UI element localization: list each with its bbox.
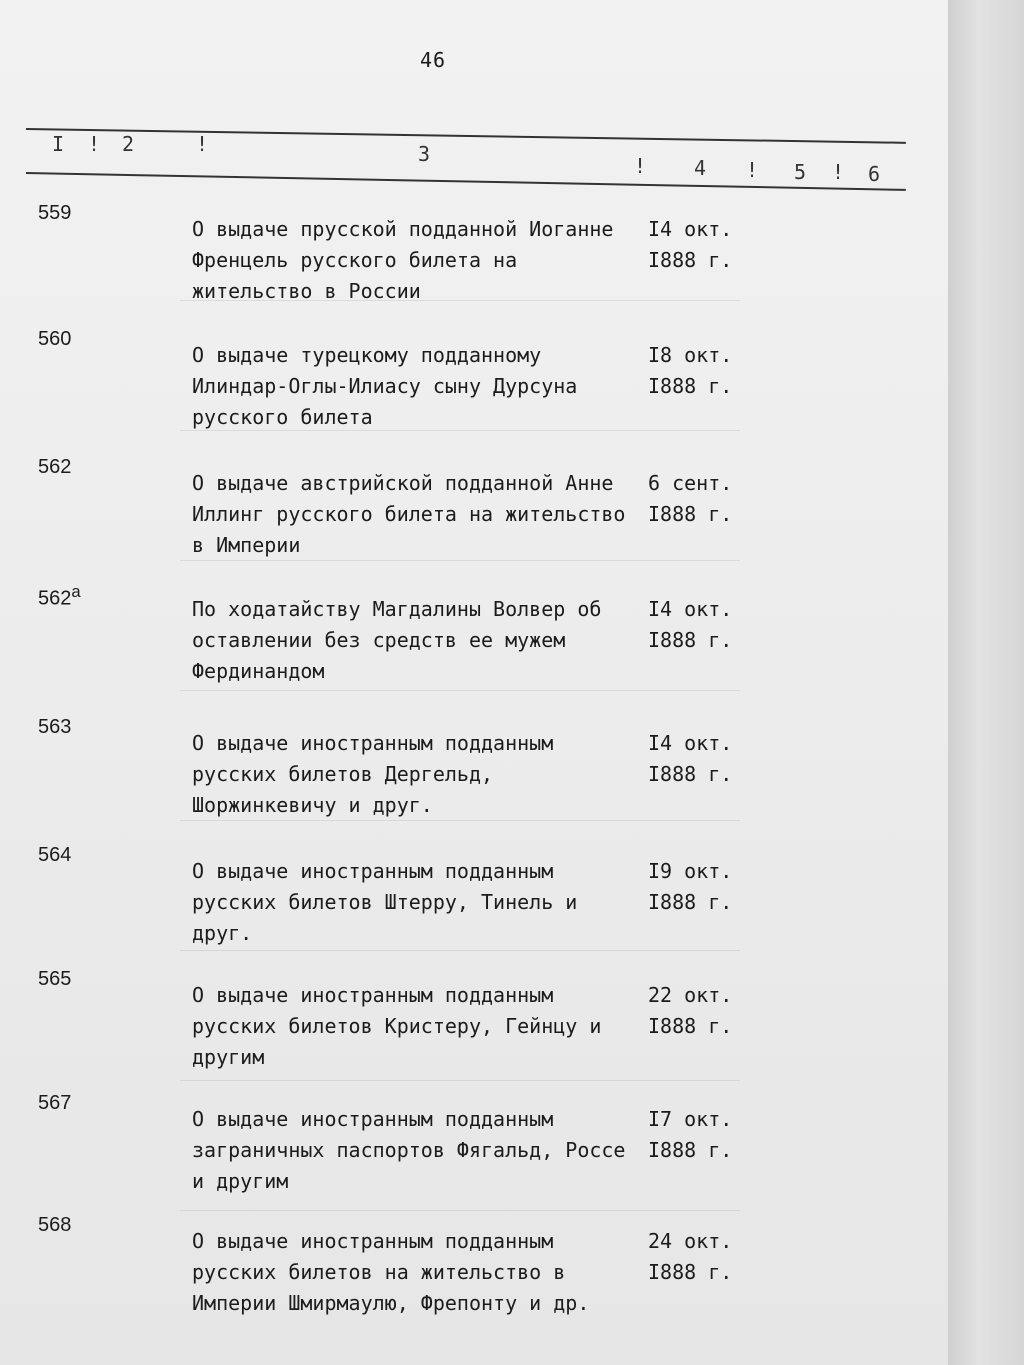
entry-date: I8 окт. I888 г. bbox=[648, 343, 733, 398]
col-separator: ! bbox=[832, 160, 845, 184]
entry-number-superscript: а bbox=[71, 582, 81, 601]
entry-title: О выдаче иностранным подданным русских билетов на жительство в Империи Шмирмаулю, Фрепонту и др. bbox=[192, 1229, 590, 1315]
entry-date: 6 сент. I888 г. bbox=[648, 471, 733, 526]
entry-date: I9 окт. I888 г. bbox=[648, 859, 733, 914]
entry-date: 22 окт. I888 г. bbox=[648, 983, 733, 1038]
adjacent-page-edge bbox=[948, 0, 1024, 1365]
col-separator: ! bbox=[196, 132, 209, 156]
entry-number: 568 bbox=[38, 1214, 72, 1236]
entry-title: По ходатайству Магдалины Волвер об оставлении без средств ее мужем Фердинандом bbox=[192, 597, 602, 683]
entry-number: 559 bbox=[38, 202, 72, 224]
entry-title: О выдаче турецкому подданному Илиндар-Оглы-Илиасу сыну Дурсуна русского билета bbox=[192, 343, 578, 429]
entry-title: О выдаче иностранным подданным русских билетов Штерру, Тинель и друг. bbox=[192, 859, 578, 945]
col-header-2: 2 bbox=[122, 132, 135, 156]
list-item bbox=[0, 716, 948, 826]
col-header-3: 3 bbox=[418, 142, 431, 166]
list-item bbox=[0, 582, 948, 692]
page-number: 46 bbox=[420, 48, 447, 72]
entry-number: 565 bbox=[38, 968, 72, 990]
entry-number: 563 bbox=[38, 716, 72, 738]
col-header-1: I bbox=[52, 132, 65, 156]
entry-date: I4 окт. I888 г. bbox=[648, 217, 733, 272]
list-item bbox=[0, 456, 948, 566]
entry-date: I4 окт. I888 г. bbox=[648, 731, 733, 786]
col-header-4: 4 bbox=[694, 156, 707, 180]
list-item bbox=[0, 202, 948, 312]
col-header-6: 6 bbox=[868, 162, 881, 186]
col-separator: ! bbox=[746, 158, 759, 182]
entry-number: 567 bbox=[38, 1092, 72, 1114]
entry-date: 24 окт. I888 г. bbox=[648, 1229, 733, 1284]
list-item bbox=[0, 1214, 948, 1324]
entry-number: $562^а$ bbox=[38, 582, 81, 610]
entry-date: I7 окт. I888 г. bbox=[648, 1107, 733, 1162]
col-separator: ! bbox=[634, 154, 647, 178]
entry-title: О выдаче прусской подданной Иоганне Френцель русского билета на жительство в России bbox=[192, 217, 614, 303]
list-item bbox=[0, 328, 948, 438]
entry-title: О выдаче иностранным подданным русских билетов Дергельд, Шоржинкевичу и друг. bbox=[192, 731, 554, 817]
entry-title: О выдаче австрийской подданной Анне Иллинг русского билета на жительство в Империи bbox=[192, 471, 626, 557]
entry-title: О выдаче иностранным подданным заграничных паспортов Фягальд, Россе и другим bbox=[192, 1107, 626, 1193]
list-item bbox=[0, 1092, 948, 1202]
list-item bbox=[0, 968, 948, 1078]
entry-number: 564 bbox=[38, 844, 72, 866]
entry-number: 562 bbox=[38, 456, 72, 478]
entry-number: 560 bbox=[38, 328, 72, 350]
entry-date: I4 окт. I888 г. bbox=[648, 597, 733, 652]
list-item bbox=[0, 844, 948, 954]
entry-title: О выдаче иностранным подданным русских билетов Кристеру, Гейнцу и другим bbox=[192, 983, 602, 1069]
col-separator: ! bbox=[88, 132, 101, 156]
col-header-5: 5 bbox=[794, 160, 807, 184]
